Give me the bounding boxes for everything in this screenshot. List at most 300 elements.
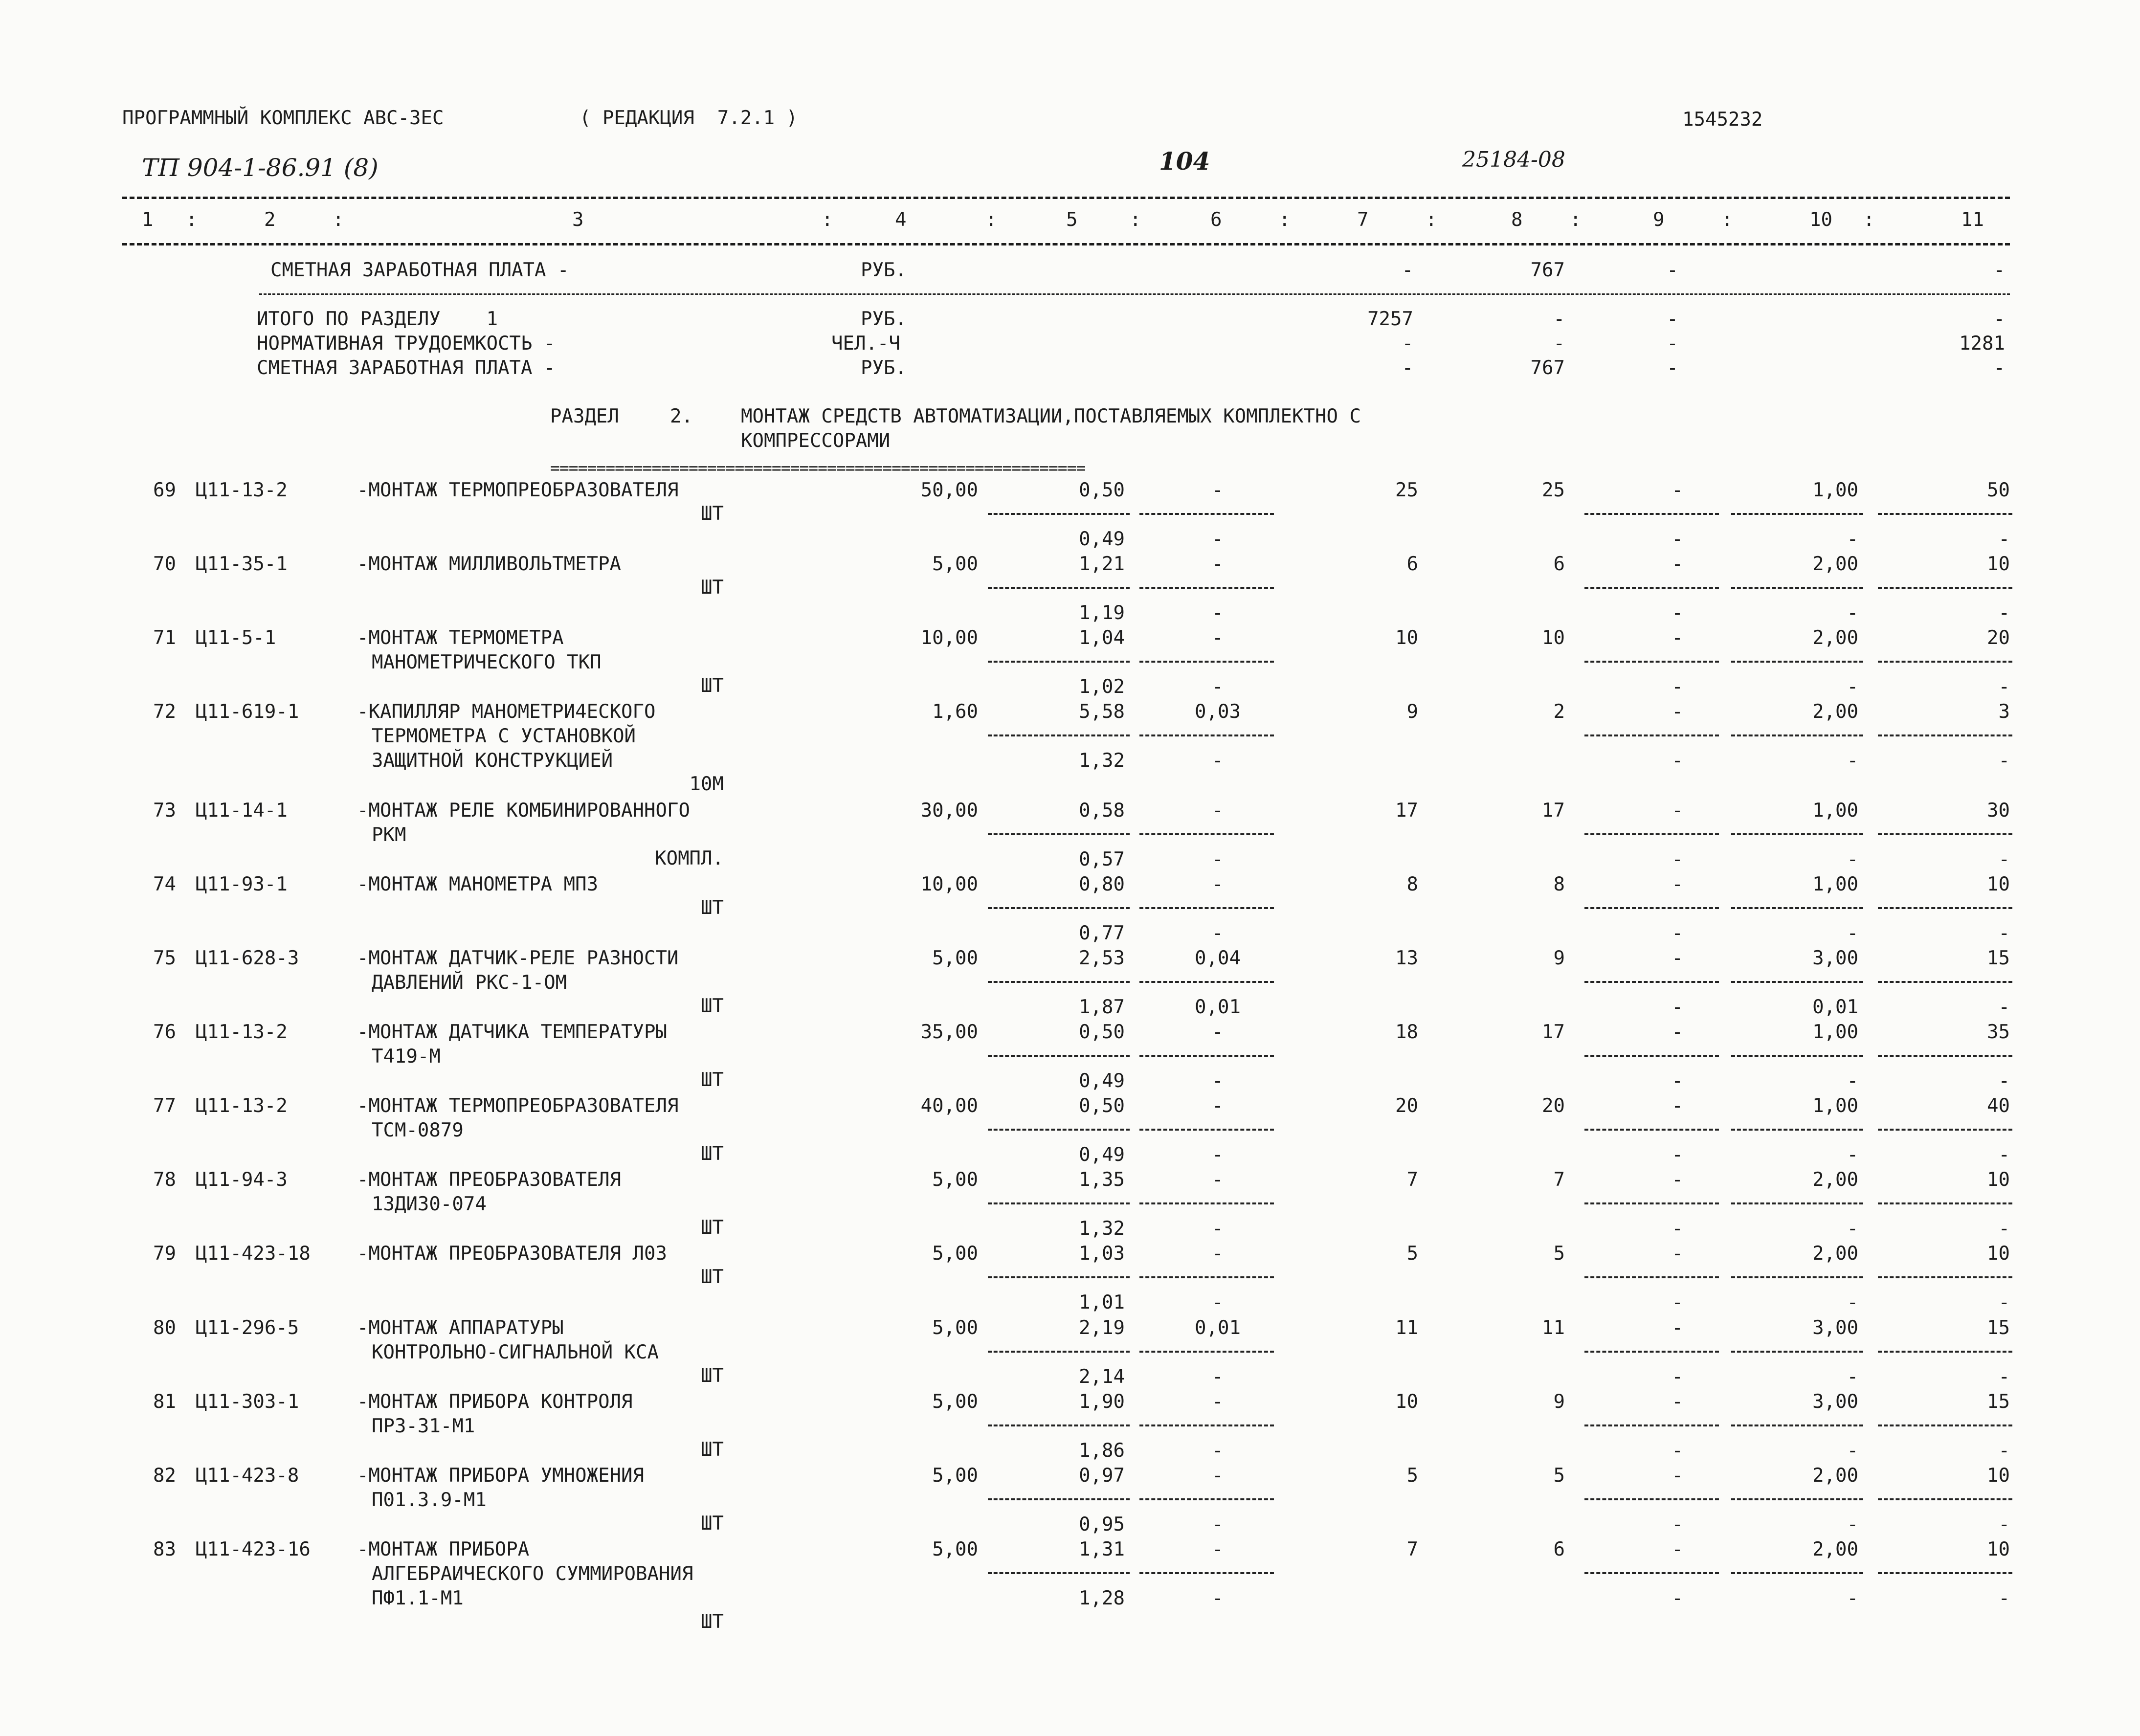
total-cost: 5 [1406,1243,1418,1265]
summary-c9-value: - [1667,333,1678,355]
total-machine-salary: - [1672,528,1683,550]
machine-cost: - [1212,553,1224,575]
unit-cost-salary: 2,14 [1079,1366,1125,1388]
item-description: -КАПИЛЛЯР МАНОМЕТРИ4ЕСКОГО [357,701,656,723]
subtotal-rule [1584,661,1719,663]
item-description: -МОНТАЖ ПРИБОРА КОНТРОЛЯ [357,1391,633,1413]
total-machine: - [1672,800,1683,822]
summary-c7-value: 7257 [1367,308,1413,330]
unit-cost: 1,31 [1079,1538,1125,1560]
column-separator: : [186,209,198,231]
subtotal-rule [1731,1055,1863,1057]
labor-total-detail: - [1998,602,2010,624]
machine-cost-salary: - [1212,1587,1224,1609]
labor-per-unit-detail: 0,01 [1812,996,1858,1018]
row-number: 82 [153,1465,176,1487]
subtotal-rule [988,1424,1130,1426]
total-cost: 18 [1395,1021,1418,1043]
subtotal-rule [1584,1276,1719,1278]
unit-cost-salary: 0,49 [1079,1144,1125,1166]
unit-of-measure: ШТ [701,897,724,919]
item-description: -МОНТАЖ АППАРАТУРЫ [357,1317,564,1339]
column-header-4: 4 [895,209,907,231]
total-machine-salary: - [1672,848,1683,870]
subtotal-rule [1584,1572,1719,1574]
subtotal-rule [1139,1351,1274,1353]
unit-cost: 1,04 [1079,627,1125,649]
unit-cost: 1,03 [1079,1243,1125,1265]
subtotal-rule [988,907,1130,909]
subtotal-rule [988,1498,1130,1500]
total-machine-salary: - [1672,602,1683,624]
rate-code: Ц11-628-3 [196,947,299,969]
rate-code: Ц11-13-2 [196,1095,288,1117]
item-description: 13ДИ30-074 [372,1193,487,1215]
quantity: 35,00 [920,1021,978,1043]
summary-c7-value: - [1402,333,1413,355]
subtotal-rule [988,833,1130,835]
item-description: КОНТРОЛЬНО-СИГНАЛЬНОЙ КСА [372,1341,659,1363]
summary-c11-value: - [1993,357,2005,379]
row-number: 80 [153,1317,176,1339]
column-header-3: 3 [572,209,584,231]
labor-per-unit: 3,00 [1812,1391,1858,1413]
subtotal-rule [1878,587,2012,589]
machine-cost: 0,01 [1195,1317,1241,1339]
unit-cost: 0,80 [1079,873,1125,895]
subtotal-rule [1139,981,1274,983]
total-machine: - [1672,627,1683,649]
machine-cost-salary: - [1212,1144,1224,1166]
subtotal-rule [1584,1351,1719,1353]
labor-per-unit-detail: - [1847,602,1858,624]
total-cost: 7 [1406,1169,1418,1191]
unit-cost-salary: 0,49 [1079,528,1125,550]
total-machine-salary: - [1672,1513,1683,1536]
subtotal-rule [1731,1498,1863,1500]
unit-cost: 0,50 [1079,1021,1125,1043]
handwritten-project-code: ТП 904-1-86.91 (8) [142,154,379,182]
machine-cost: - [1212,1021,1224,1043]
subtotal-rule [1584,1424,1719,1426]
unit-cost: 1,35 [1079,1169,1125,1191]
row-number: 83 [153,1538,176,1560]
salary-col7: - [1402,259,1413,281]
column-header-1: 1 [142,209,154,231]
unit-of-measure: ШТ [701,995,724,1017]
machine-cost: 0,04 [1195,947,1241,969]
total-machine: - [1672,701,1683,723]
total-cost: 10 [1395,1391,1418,1413]
machine-cost: - [1212,1243,1224,1265]
subtotal-rule [1878,734,2012,736]
summary-c11-value: - [1993,308,2005,330]
summary-c7-value: - [1402,357,1413,379]
quantity: 5,00 [932,1391,978,1413]
labor-per-unit-detail: - [1847,1144,1858,1166]
item-description: ПФ1.1-М1 [372,1587,464,1609]
subtotal-rule [1139,513,1274,515]
item-description: -МОНТАЖ РЕЛЕ КОМБИНИРОВАННОГО [357,800,690,822]
labor-per-unit-detail: - [1847,1366,1858,1388]
summary-c11-value: 1281 [1959,333,2005,355]
subtotal-rule [1731,1351,1863,1353]
unit-cost-salary: 1,01 [1079,1291,1125,1313]
labor-per-unit: 1,00 [1812,1095,1858,1117]
total-machine-salary: - [1672,1144,1683,1166]
unit-cost-salary: 0,95 [1079,1513,1125,1536]
total-cost: 7 [1406,1538,1418,1560]
quantity: 5,00 [932,1317,978,1339]
total-machine: - [1672,1169,1683,1191]
table-top-rule [122,197,2010,199]
rate-code: Ц11-423-18 [196,1243,311,1265]
rate-code: Ц11-619-1 [196,701,299,723]
machine-cost-salary: - [1212,1366,1224,1388]
rate-code: Ц11-94-3 [196,1169,288,1191]
row-number: 72 [153,701,176,723]
total-cost: 13 [1395,947,1418,969]
labor-per-unit: 1,00 [1812,479,1858,501]
labor-total-detail: - [1998,848,2010,870]
total-salary: 9 [1553,1391,1565,1413]
total-salary: 8 [1553,873,1565,895]
unit-cost: 2,53 [1079,947,1125,969]
unit-of-measure: ШТ [701,1143,724,1165]
item-description: -МОНТАЖ МАНОМЕТРА МП3 [357,873,599,895]
rate-code: Ц11-14-1 [196,800,288,822]
labor-per-unit: 2,00 [1812,1465,1858,1487]
section-label: РАЗДЕЛ [550,405,619,427]
subtotal-rule [1878,1055,2012,1057]
subtotal-rule [1139,734,1274,736]
salary-label: СМЕТНАЯ ЗАРАБОТНАЯ ПЛАТА - [270,259,569,281]
row-number: 74 [153,873,176,895]
rate-code: Ц11-303-1 [196,1391,299,1413]
labor-total: 10 [1987,873,2010,895]
labor-total: 35 [1987,1021,2010,1043]
labor-total: 40 [1987,1095,2010,1117]
quantity: 5,00 [932,947,978,969]
item-description: -МОНТАЖ ПРЕОБРАЗОВАТЕЛЯ Л03 [357,1243,667,1265]
section-total-label: ИТОГО ПО РАЗДЕЛУ 1 [257,308,498,330]
unit-cost-salary: 1,02 [1079,676,1125,698]
item-description: ТСМ-0879 [372,1119,464,1141]
column-separator: : [1130,209,1141,231]
unit-cost-salary: 1,28 [1079,1587,1125,1609]
total-cost: 5 [1406,1465,1418,1487]
item-description: -МОНТАЖ ДАТЧИКА ТЕМПЕРАТУРЫ [357,1021,667,1043]
unit-cost-salary: 1,19 [1079,602,1125,624]
subtotal-rule [1139,587,1274,589]
rate-code: Ц11-5-1 [196,627,276,649]
subtotal-rule [1139,1424,1274,1426]
unit-cost-salary: 0,57 [1079,848,1125,870]
section-title-cont: КОМПРЕССОРАМИ [741,430,891,452]
labor-total: 10 [1987,1243,2010,1265]
labor-per-unit: 2,00 [1812,553,1858,575]
quantity: 5,00 [932,553,978,575]
column-separator: : [333,209,344,231]
item-description: -МОНТАЖ ПРИБОРА [357,1538,530,1560]
labor-per-unit: 3,00 [1812,947,1858,969]
labor-intensity-unit: ЧЕЛ.-Ч [831,333,900,355]
unit-cost-salary: 0,77 [1079,922,1125,944]
labor-per-unit: 2,00 [1812,1243,1858,1265]
labor-total-detail: - [1998,1366,2010,1388]
subtotal-rule [1584,833,1719,835]
row-number: 81 [153,1391,176,1413]
labor-per-unit-detail: - [1847,1218,1858,1240]
total-cost: 10 [1395,627,1418,649]
subtotal-rule [1731,661,1863,663]
column-separator: : [1570,209,1582,231]
machine-cost: - [1212,1391,1224,1413]
row-number: 79 [153,1243,176,1265]
quantity: 10,00 [920,873,978,895]
column-separator: : [1426,209,1437,231]
machine-cost: 0,03 [1195,701,1241,723]
machine-cost-salary: - [1212,922,1224,944]
labor-total: 10 [1987,1538,2010,1560]
labor-total: 15 [1987,1391,2010,1413]
total-salary: 9 [1553,947,1565,969]
handwritten-reference: 25184-08 [1462,147,1565,172]
row-number: 71 [153,627,176,649]
subtotal-rule [988,1351,1130,1353]
total-machine: - [1672,1095,1683,1117]
section-underline: ========================================================== [550,458,1086,477]
column-separator: : [822,209,833,231]
subtotal-rule [1584,734,1719,736]
section-salary-label: СМЕТНАЯ ЗАРАБОТНАЯ ПЛАТА - [257,357,556,379]
subtotal-rule [988,1055,1130,1057]
column-header-10: 10 [1809,209,1832,231]
rate-code: Ц11-423-8 [196,1465,299,1487]
column-separator: : [1863,209,1875,231]
machine-cost: - [1212,1465,1224,1487]
unit-of-measure: ШТ [701,1069,724,1091]
machine-cost-salary: - [1212,1513,1224,1536]
subtotal-rule [1731,734,1863,736]
total-cost: 9 [1406,701,1418,723]
machine-cost: - [1212,1538,1224,1560]
column-header-11: 11 [1961,209,1984,231]
machine-cost-salary: - [1212,1440,1224,1462]
column-separator: : [985,209,997,231]
total-machine-salary: - [1672,750,1683,772]
subtotal-rule [1878,907,2012,909]
unit-cost-salary: 1,32 [1079,1218,1125,1240]
total-salary: 6 [1553,553,1565,575]
subtotal-rule [1878,513,2012,515]
unit-cost: 0,50 [1079,479,1125,501]
page-number: 104 [1159,147,1210,176]
item-description: П01.3.9-М1 [372,1489,487,1511]
labor-per-unit: 1,00 [1812,800,1858,822]
summary-divider [259,293,2010,295]
subtotal-rule [1139,1572,1274,1574]
subtotal-rule [1584,907,1719,909]
subtotal-rule [1878,1351,2012,1353]
subtotal-rule [988,1129,1130,1131]
subtotal-rule [1731,1129,1863,1131]
unit-cost-salary: 1,86 [1079,1440,1125,1462]
rate-code: Ц11-296-5 [196,1317,299,1339]
row-number: 76 [153,1021,176,1043]
subtotal-rule [1139,907,1274,909]
subtotal-rule [1731,513,1863,515]
item-description: -МОНТАЖ ПРЕОБРАЗОВАТЕЛЯ [357,1169,622,1191]
quantity: 10,00 [920,627,978,649]
labor-per-unit: 3,00 [1812,1317,1858,1339]
labor-total: 15 [1987,1317,2010,1339]
machine-cost: - [1212,1095,1224,1117]
labor-per-unit-detail: - [1847,1070,1858,1092]
section-total-unit: РУБ. [861,308,907,330]
labor-total-detail: - [1998,922,2010,944]
column-header-5: 5 [1066,209,1078,231]
subtotal-rule [1878,1202,2012,1204]
quantity: 40,00 [920,1095,978,1117]
quantity: 50,00 [920,479,978,501]
labor-total-detail: - [1998,996,2010,1018]
unit-cost: 0,50 [1079,1095,1125,1117]
labor-per-unit-detail: - [1847,750,1858,772]
item-description: ПР3-31-М1 [372,1415,475,1437]
item-description: АЛГЕБРАИЧЕСКОГО СУММИРОВАНИЯ [372,1563,693,1585]
machine-cost: - [1212,479,1224,501]
labor-per-unit: 2,00 [1812,627,1858,649]
labor-per-unit-detail: - [1847,676,1858,698]
labor-total-detail: - [1998,1144,2010,1166]
rate-code: Ц11-35-1 [196,553,288,575]
labor-total: 10 [1987,1169,2010,1191]
total-machine: - [1672,1021,1683,1043]
machine-cost-salary: - [1212,676,1224,698]
labor-total-detail: - [1998,1218,2010,1240]
labor-per-unit: 1,00 [1812,1021,1858,1043]
total-cost: 6 [1406,553,1418,575]
subtotal-rule [1139,1129,1274,1131]
machine-cost: - [1212,627,1224,649]
machine-cost: - [1212,1169,1224,1191]
machine-cost-salary: - [1212,848,1224,870]
total-machine-salary: - [1672,922,1683,944]
labor-total: 10 [1987,1465,2010,1487]
item-description: ЗАЩИТНОЙ КОНСТРУКЦИЕЙ [372,750,613,772]
total-cost: 17 [1395,800,1418,822]
summary-c8-value: - [1553,308,1565,330]
subtotal-rule [1731,1424,1863,1426]
subtotal-rule [1731,587,1863,589]
total-machine: - [1672,1391,1683,1413]
total-salary: 5 [1553,1243,1565,1265]
rate-code: Ц11-423-16 [196,1538,311,1560]
subtotal-rule [988,734,1130,736]
column-header-7: 7 [1357,209,1369,231]
machine-cost-salary: - [1212,1070,1224,1092]
subtotal-rule [1584,587,1719,589]
subtotal-rule [1139,1055,1274,1057]
subtotal-rule [1139,1276,1274,1278]
subtotal-rule [988,587,1130,589]
subtotal-rule [988,1276,1130,1278]
subtotal-rule [1731,1572,1863,1574]
subtotal-rule [1731,1276,1863,1278]
unit-of-measure: КОМПЛ. [655,847,724,869]
total-machine-salary: - [1672,676,1683,698]
summary-c8-value: 767 [1530,357,1565,379]
total-cost: 20 [1395,1095,1418,1117]
labor-per-unit-detail: - [1847,1440,1858,1462]
total-machine: - [1672,553,1683,575]
machine-cost: - [1212,873,1224,895]
machine-cost-salary: - [1212,528,1224,550]
total-machine: - [1672,947,1683,969]
subtotal-rule [1584,1498,1719,1500]
subtotal-rule [1584,1129,1719,1131]
salary-col9: - [1667,259,1678,281]
quantity: 5,00 [932,1465,978,1487]
total-machine-salary: - [1672,1291,1683,1313]
item-description: -МОНТАЖ ТЕРМОПРЕОБРАЗОВАТЕЛЯ [357,1095,679,1117]
total-cost: 11 [1395,1317,1418,1339]
rate-code: Ц11-13-2 [196,1021,288,1043]
subtotal-rule [1139,1498,1274,1500]
summary-c9-value: - [1667,357,1678,379]
subtotal-rule [1139,661,1274,663]
quantity: 1,60 [932,701,978,723]
subtotal-rule [1584,1202,1719,1204]
unit-cost-salary: 1,32 [1079,750,1125,772]
labor-per-unit: 2,00 [1812,701,1858,723]
subtotal-rule [1584,981,1719,983]
column-header-6: 6 [1210,209,1222,231]
labor-per-unit: 1,00 [1812,873,1858,895]
total-salary: 7 [1553,1169,1565,1191]
item-description: ДАВЛЕНИЙ РКС-1-ОМ [372,972,567,994]
total-machine: - [1672,873,1683,895]
unit-of-measure: ШТ [701,503,724,525]
total-salary: 6 [1553,1538,1565,1560]
subtotal-rule [1878,1498,2012,1500]
document-number: 1545232 [1682,109,1763,131]
labor-total: 15 [1987,947,2010,969]
total-machine: - [1672,1243,1683,1265]
total-salary: 25 [1542,479,1565,501]
quantity: 5,00 [932,1169,978,1191]
labor-per-unit-detail: - [1847,528,1858,550]
unit-of-measure: 10М [689,773,724,795]
total-cost: 8 [1406,873,1418,895]
labor-total-detail: - [1998,1513,2010,1536]
item-description: -МОНТАЖ ДАТЧИК-РЕЛЕ РАЗНОСТИ [357,947,679,969]
total-machine: - [1672,1317,1683,1339]
labor-total-detail: - [1998,676,2010,698]
subtotal-rule [988,1202,1130,1204]
unit-of-measure: ШТ [701,1611,724,1633]
unit-of-measure: ШТ [701,1217,724,1239]
subtotal-rule [988,661,1130,663]
subtotal-rule [1878,981,2012,983]
unit-cost: 1,90 [1079,1391,1125,1413]
labor-total-detail: - [1998,1070,2010,1092]
total-machine-salary: - [1672,996,1683,1018]
subtotal-rule [1878,1572,2012,1574]
salary-unit: РУБ. [861,259,907,281]
subtotal-rule [988,1572,1130,1574]
